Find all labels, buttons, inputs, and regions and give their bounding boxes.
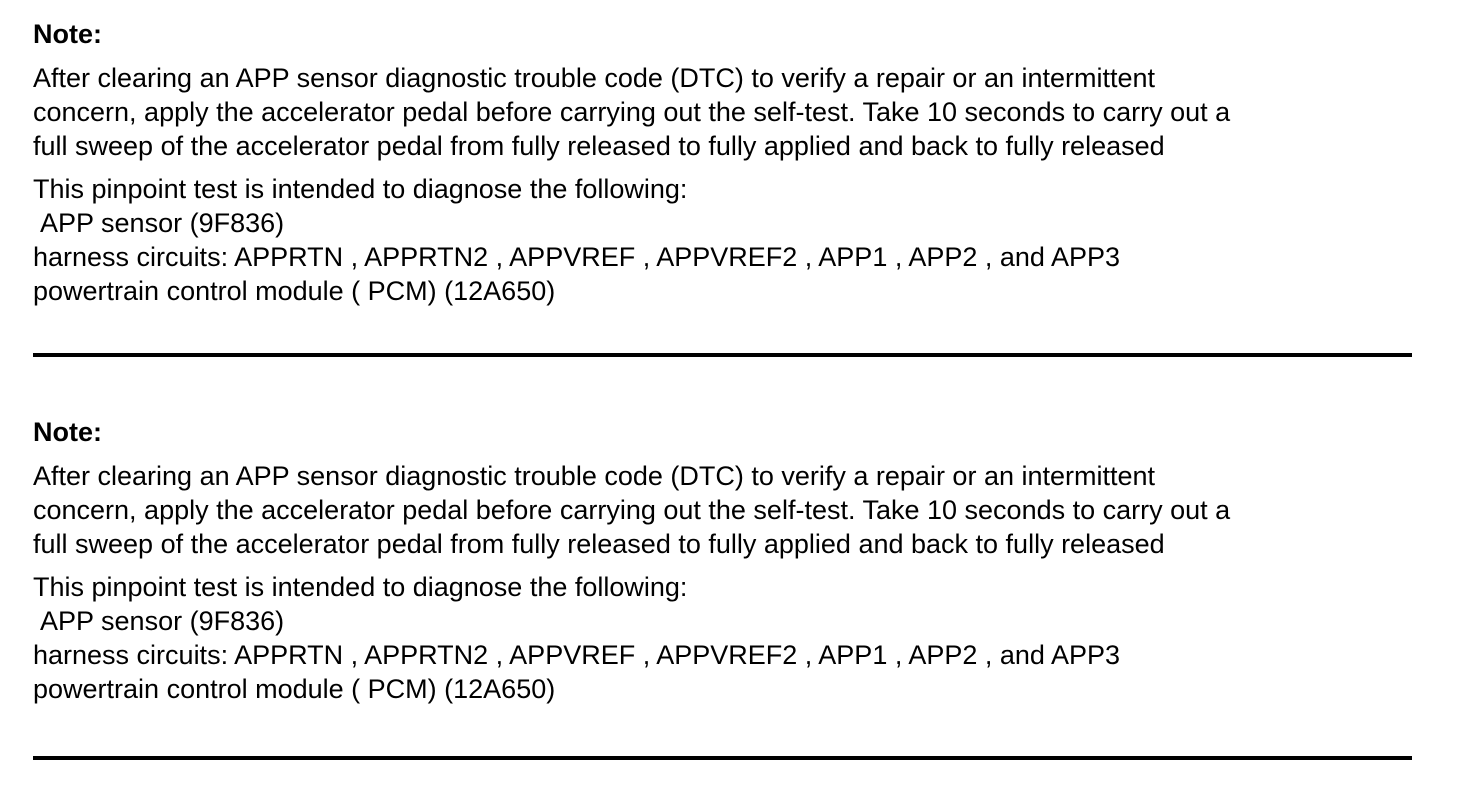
diagnosis-item: harness circuits: APPRTN , APPRTN2 , APPVREF , APPVREF2 , APP1 , APP2 , and APP3: [33, 640, 1121, 670]
note-line: full sweep of the accelerator pedal from fully released to fully applied and back to fully released: [33, 131, 1165, 161]
diagnosis-item: powertrain control module ( PCM) (12A650): [33, 674, 556, 704]
section-divider: [33, 756, 1412, 760]
note-heading: Note:: [33, 417, 102, 447]
diagnosis-item: harness circuits: APPRTN , APPRTN2 , APPVREF , APPVREF2 , APP1 , APP2 , and APP3: [33, 242, 1121, 272]
diagnosis-list: [33, 570, 1413, 706]
diagnosis-item: APP sensor (9F836): [40, 606, 285, 636]
note-line: concern, apply the accelerator pedal before carrying out the self-test. Take 10 seconds to carry out a: [33, 495, 1231, 525]
diagnosis-intro: This pinpoint test is intended to diagnose the following:: [33, 174, 688, 204]
diagnosis-item: powertrain control module ( PCM) (12A650): [33, 276, 556, 306]
note-line: After clearing an APP sensor diagnostic trouble code (DTC) to verify a repair or an intermittent: [33, 63, 1156, 93]
diagnosis-list: [33, 172, 1413, 308]
note-section-1: [33, 17, 1413, 308]
section-divider: [33, 353, 1412, 357]
diagnosis-intro: This pinpoint test is intended to diagnose the following:: [33, 572, 688, 602]
note-section-2: [33, 415, 1413, 706]
note-line: full sweep of the accelerator pedal from fully released to fully applied and back to fully released: [33, 529, 1165, 559]
note-line: After clearing an APP sensor diagnostic trouble code (DTC) to verify a repair or an intermittent: [33, 461, 1156, 491]
note-text: [33, 459, 1413, 561]
note-heading: Note:: [33, 19, 102, 49]
diagnosis-item: APP sensor (9F836): [40, 208, 285, 238]
note-text: [33, 61, 1413, 163]
note-line: concern, apply the accelerator pedal before carrying out the self-test. Take 10 seconds to carry out a: [33, 97, 1231, 127]
